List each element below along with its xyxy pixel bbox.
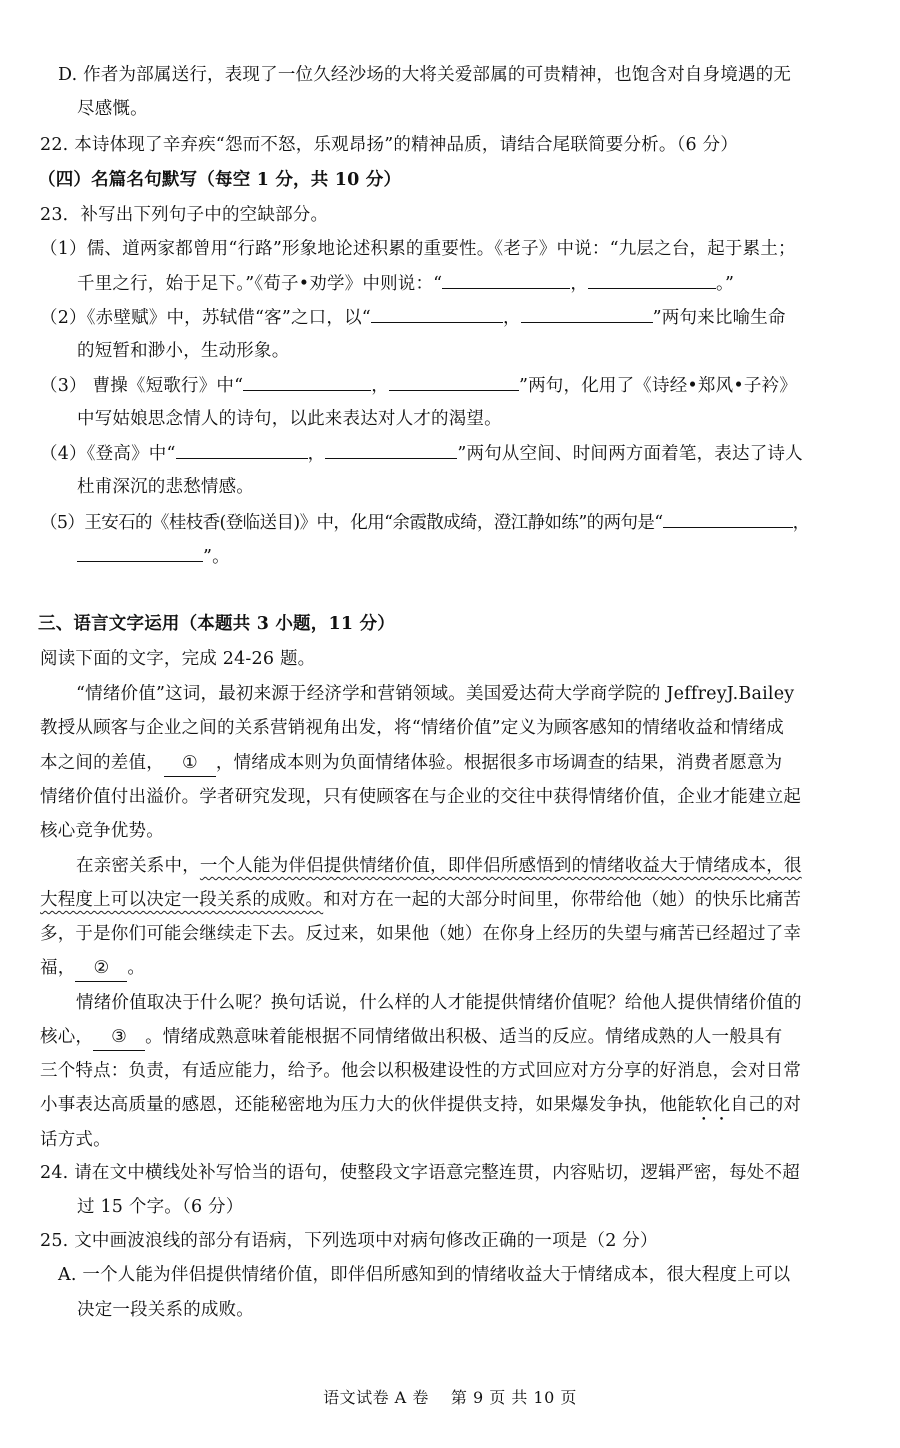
item-4-comma: ， <box>307 444 326 464</box>
question-24-line2: 过 15 个字。（6 分） <box>77 1197 244 1217</box>
answer-blank-1[interactable]: ① <box>164 750 216 777</box>
paragraph-2-line4 <box>40 955 145 982</box>
paragraph-3-line5: 话方式。 <box>40 1130 111 1150</box>
question-24-line1: 24. 请在文中横线处补写恰当的语句，使整段文字语意完整连贯，内容贴切，逻辑严密，每处不超 <box>40 1163 800 1183</box>
paragraph-2-text: 。 <box>127 958 146 978</box>
item-3-text: （3） 曹操《短歌行》中“ <box>40 376 244 396</box>
answer-blank-2[interactable]: ② <box>75 955 127 982</box>
item-1-text: 千里之行，始于足下。”《荀子•劝学》中则说：“ <box>77 274 443 294</box>
answer-blank[interactable] <box>371 304 503 323</box>
paragraph-2-text: 在亲密关系中， <box>76 856 200 876</box>
answer-blank[interactable] <box>325 440 457 459</box>
item-5-line1 <box>40 509 810 536</box>
item-1-line2 <box>77 270 734 297</box>
answer-blank[interactable] <box>243 372 371 391</box>
item-3-comma: ， <box>371 376 389 396</box>
paragraph-3-line3: 三个特点：负责，有适应能力，给予。他会以积极建设性的方式回应对方分享的好消息，会对日常 <box>40 1061 802 1081</box>
answer-blank-3[interactable]: ③ <box>93 1024 145 1051</box>
paragraph-1-line5: 核心竞争优势。 <box>40 821 164 841</box>
option-d-line2: 尽感慨。 <box>77 99 148 119</box>
paragraph-3-line1: 情绪价值取决于什么呢？换句话说，什么样的人才能提供情绪价值呢？给他人提供情绪价值的 <box>76 993 802 1013</box>
paragraph-3-text: 小事表达高质量的感恩，还能秘密地为压力大的伙伴提供支持，如果爆发争执，他能 <box>40 1095 695 1115</box>
question-25: 25. 文中画波浪线的部分有语病，下列选项中对病句修改正确的一项是（2 分） <box>40 1231 658 1251</box>
item-2-end: ”两句来比喻生命 <box>652 308 786 328</box>
item-5-end: ”。 <box>203 547 230 567</box>
item-2-text: （2）《赤壁赋》中，苏轼借“客”之口，以“ <box>40 308 371 328</box>
item-5-comma: ， <box>792 513 810 533</box>
page-footer: 语文试卷 A 卷 第 9 页 共 10 页 <box>323 1388 577 1407</box>
question-22: 22. 本诗体现了辛弃疾“怨而不怒，乐观昂扬”的精神品质，请结合尾联简要分析。（6 分） <box>40 135 739 155</box>
item-3-line2: 中写姑娘思念情人的诗句，以此来表达对人才的渴望。 <box>77 409 502 429</box>
item-5-line2 <box>77 543 230 570</box>
question-23: 23．补写出下列句子中的空缺部分。 <box>40 205 329 225</box>
paragraph-1-line4: 情绪价值付出溢价。学者研究发现，只有使顾客在与企业的交往中获得情绪价值，企业才能建立起 <box>40 787 802 807</box>
item-1-comma: ， <box>570 274 589 294</box>
paragraph-3-line4 <box>40 1092 801 1125</box>
section-three-title: 三、语言文字运用（本题共 3 小题，11 分） <box>38 614 395 634</box>
paragraph-2-line1 <box>76 853 802 879</box>
paragraph-2-line3: 多，于是你们可能会继续走下去。反过来，如果他（她）在你身上经历的失望与痛苦已经超过了幸 <box>40 924 802 944</box>
answer-blank[interactable] <box>389 372 519 391</box>
item-3-line1 <box>40 372 797 399</box>
answer-blank[interactable] <box>442 270 570 289</box>
answer-blank[interactable] <box>663 509 793 528</box>
wavy-underlined-sentence: 大程度上可以决定一段关系的成败。 <box>40 890 324 910</box>
item-2-line1 <box>40 304 786 331</box>
wavy-underlined-sentence: 一个人能为伴侣提供情绪价值，即伴侣所感悟到的情绪收益大于情绪成本，很 <box>199 856 802 876</box>
item-2-comma: ， <box>502 308 521 328</box>
emphasized-word: 软化 <box>694 1095 731 1115</box>
option-d-line1: D. 作者为部属送行，表现了一位久经沙场的大将关爱部属的可贵精神，也饱含对自身境遇的无 <box>58 65 792 85</box>
paragraph-3-line2 <box>40 1024 782 1051</box>
paragraph-1-text: 本之间的差值， <box>40 753 164 773</box>
paragraph-3-text: 自己的对 <box>730 1095 802 1115</box>
paragraph-1-line1: “情绪价值”这词，最初来源于经济学和营销领域。美国爱达荷大学商学院的 JeffreyJ.Bailey <box>76 684 795 704</box>
paragraph-1-line3 <box>40 750 782 777</box>
option-a-line2: 决定一段关系的成败。 <box>77 1300 254 1320</box>
item-4-line1 <box>40 440 803 467</box>
item-4-end: ”两句从空间、时间两方面着笔，表达了诗人 <box>457 444 803 464</box>
answer-blank[interactable] <box>176 440 308 459</box>
item-4-text: （4）《登高》中“ <box>40 444 176 464</box>
answer-blank[interactable] <box>588 270 716 289</box>
paragraph-3-text: 。情绪成熟意味着能根据不同情绪做出积极、适当的反应。情绪成熟的人一般具有 <box>145 1027 783 1047</box>
item-5-text: （5）王安石的《桂枝香(登临送目)》中，化用“余霞散成绮，澄江静如练”的两句是“ <box>40 513 663 533</box>
reading-intro: 阅读下面的文字，完成 24-26 题。 <box>40 649 316 669</box>
answer-blank[interactable] <box>521 304 653 323</box>
paragraph-1-text: ，情绪成本则为负面情绪体验。根据很多市场调查的结果，消费者愿意为 <box>215 753 783 773</box>
item-1-line1: （1）儒、道两家都曾用“行路”形象地论述积累的重要性。《老子》中说：“九层之台，起于累土； <box>40 239 796 259</box>
paragraph-1-line2: 教授从顾客与企业之间的关系营销视角出发，将“情绪价值”定义为顾客感知的情绪收益和情绪成 <box>40 718 784 738</box>
paragraph-2-line2 <box>40 887 801 913</box>
section-four-title: （四）名篇名句默写（每空 1 分，共 10 分） <box>38 170 402 190</box>
paragraph-2-text: 和对方在一起的大部分时间里，你带给他（她）的快乐比痛苦 <box>323 890 802 910</box>
item-1-end: 。” <box>716 274 735 294</box>
item-4-line2: 杜甫深沉的悲愁情感。 <box>77 477 254 497</box>
paragraph-3-text: 核心， <box>40 1027 94 1047</box>
answer-blank[interactable] <box>77 543 203 562</box>
item-2-line2: 的短暂和渺小，生动形象。 <box>77 341 290 361</box>
option-a-line1: A. 一个人能为伴侣提供情绪价值，即伴侣所感知到的情绪收益大于情绪成本，很大程度上可以 <box>58 1265 791 1285</box>
item-3-end: ”两句，化用了《诗经•郑风•子衿》 <box>518 376 797 396</box>
paragraph-2-text: 福， <box>40 958 76 978</box>
